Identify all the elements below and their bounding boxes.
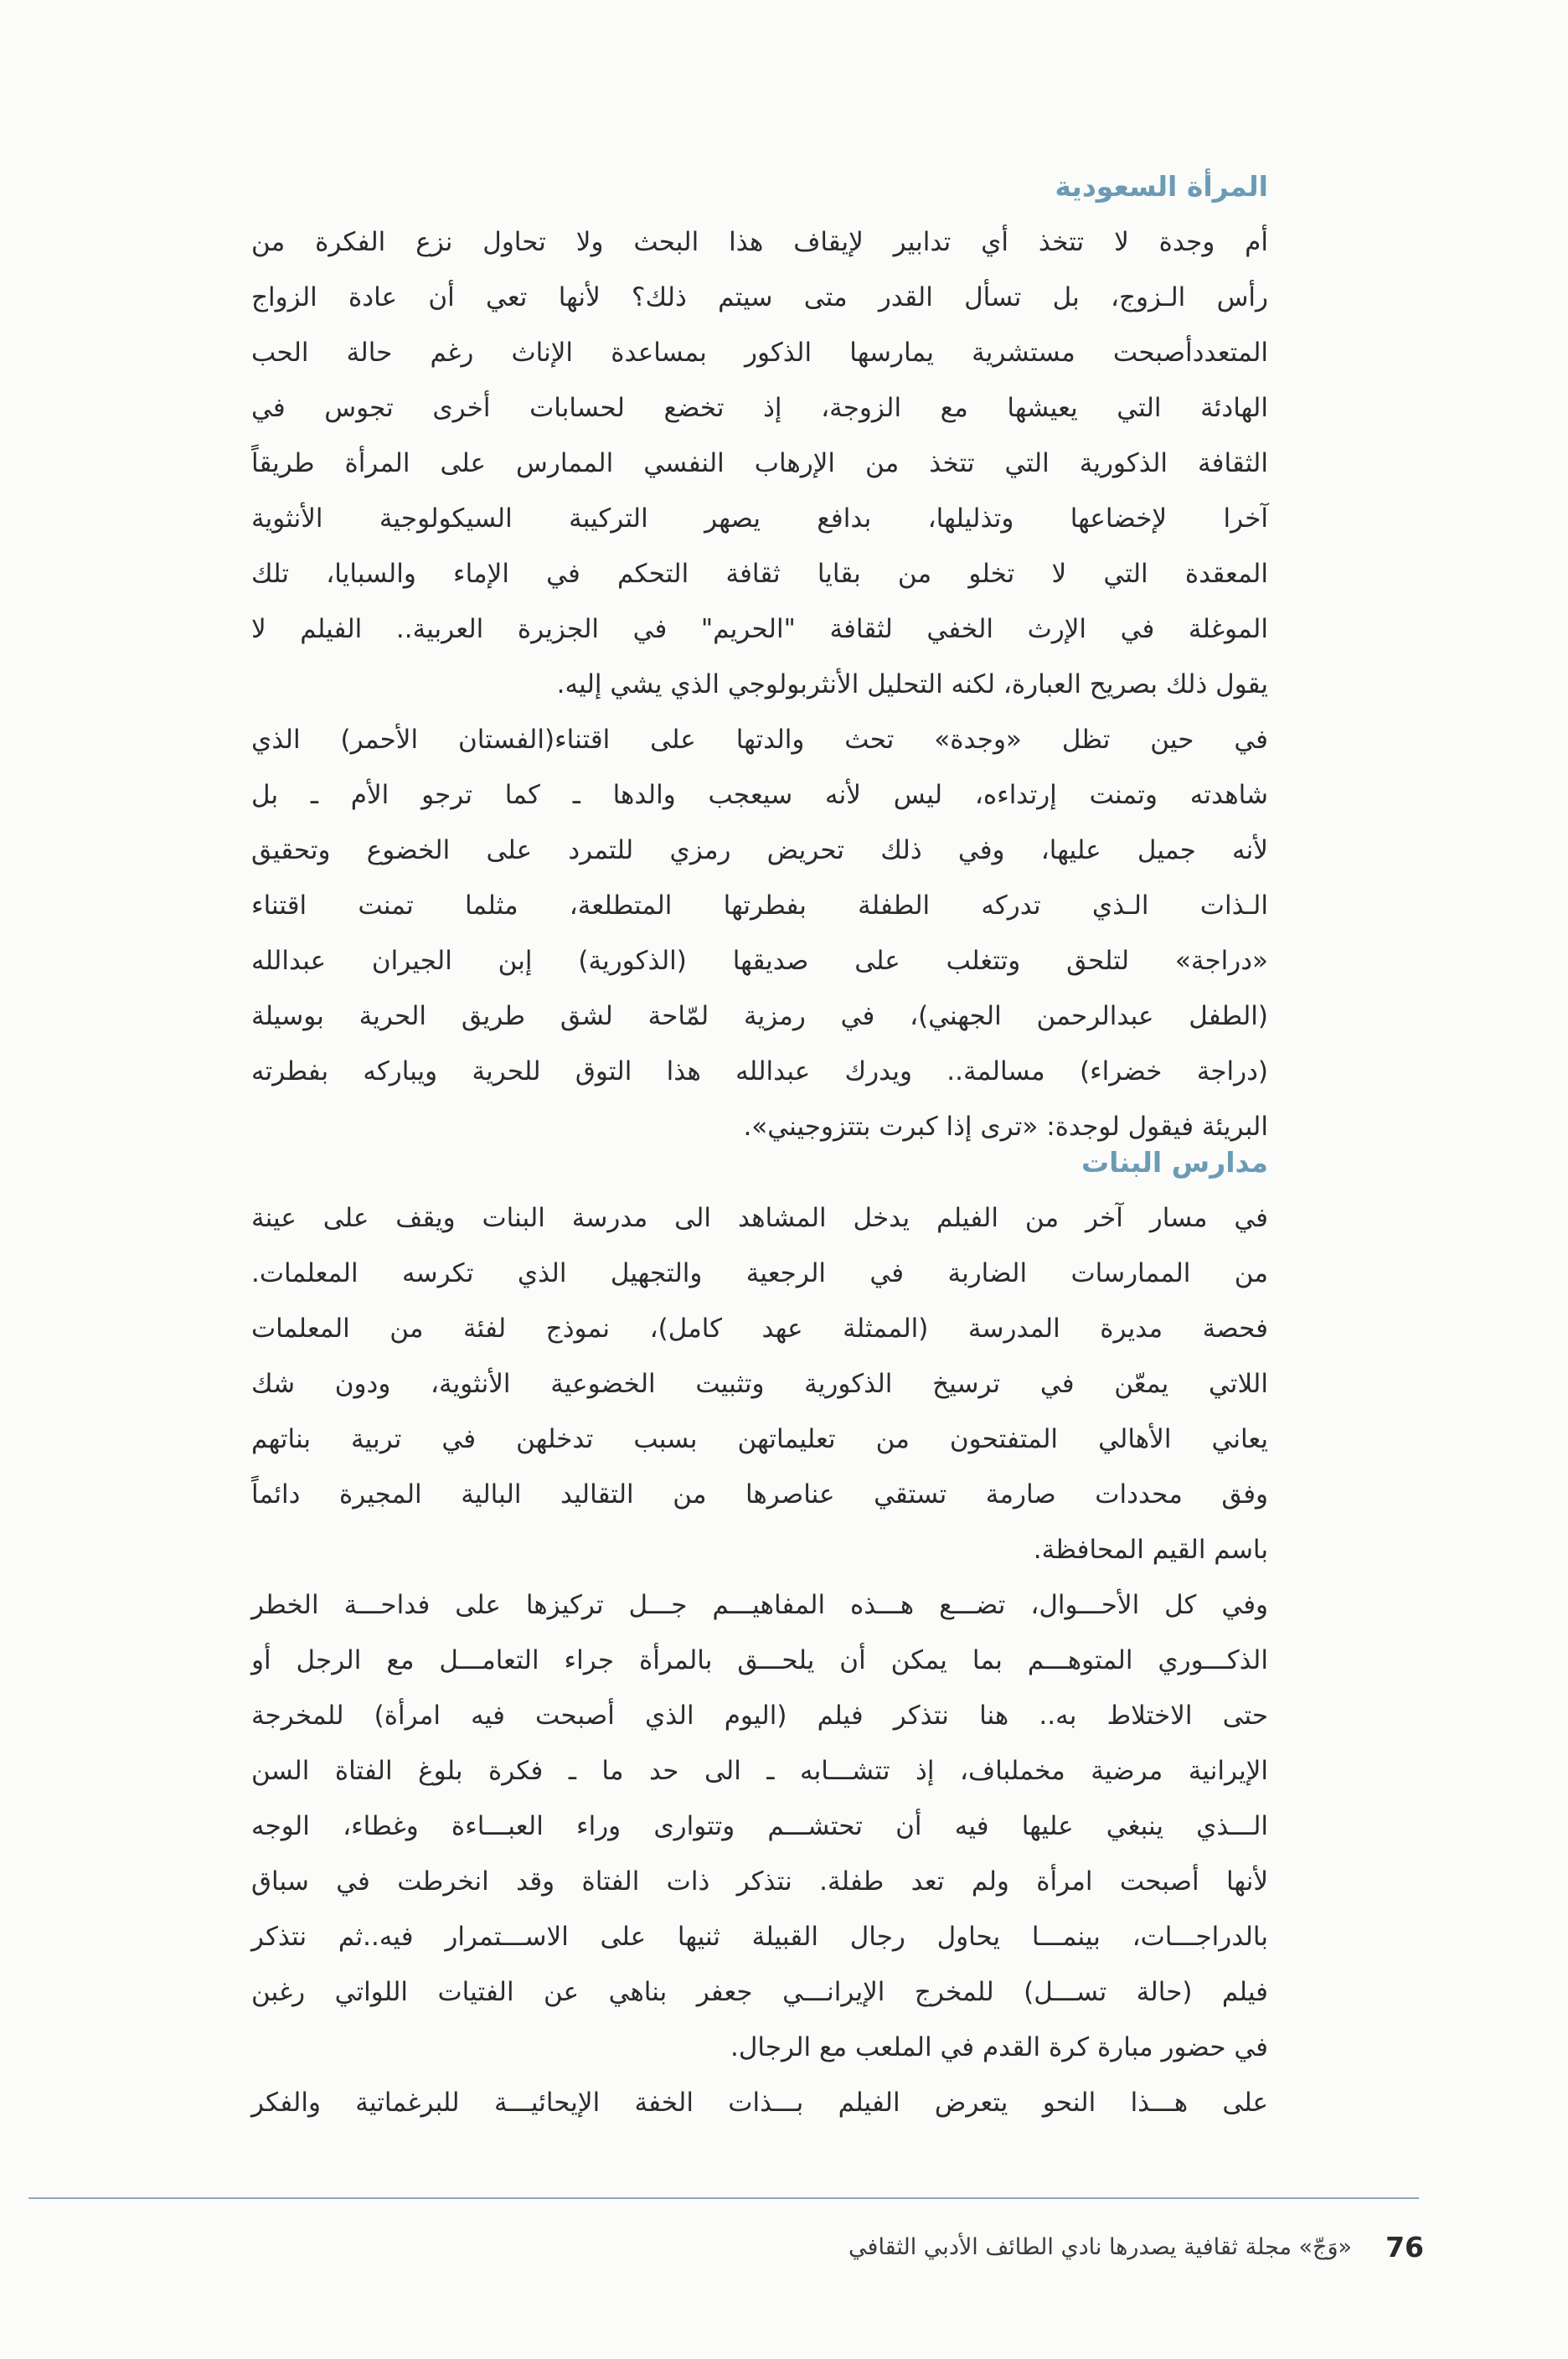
paragraph-line: الـذات الـذي تدركه الطفلة بفطرتها المتطلعة، مثلما تمنت اقتناء xyxy=(251,890,1268,921)
paragraph-line: يقول ذلك بصريح العبارة، لكنه التحليل الأنثربولوجي الذي يشي إليه. xyxy=(556,669,1268,699)
paragraph-line: باسم القيم المحافظة. xyxy=(1033,1535,1268,1565)
paragraph-line: البريئة فيقول لوجدة: «ترى إذا كبرت بتتزوجيني». xyxy=(743,1112,1268,1142)
section-saudi-woman xyxy=(251,159,1268,1154)
paragraph-line: الذكـــوري المتوهـــم بما يمكن أن يلحـــق بالمرأة جراء التعامـــل مع الرجل أو xyxy=(251,1645,1268,1675)
paragraph-line: أم وجدة لا تتخذ أي تدابير لإيقاف هذا البحث ولا تحاول نزع الفكرة من xyxy=(251,227,1268,257)
paragraph-line: وفي كل الأحـــوال، تضـــع هـــذه المفاهيـــم جـــل تركيزها على فداحـــة الخطر xyxy=(251,1590,1268,1620)
paragraph-line: بالدراجـــات، بينمـــا يحاول رجال القبيلة ثنيها على الاســـتمرار فيه..ثم نتذكر xyxy=(251,1922,1268,1952)
paragraph-line: حتى الاختلاط به.. هنا نتذكر فيلم (اليوم الذي أصبحت فيه امرأة) للمخرجة xyxy=(251,1701,1268,1731)
paragraph-line: في مسار آخر من الفيلم يدخل المشاهد الى مدرسة البنات ويقف على عينة xyxy=(251,1203,1268,1233)
paragraph-line: في حضور مبارة كرة القدم في الملعب مع الرجال. xyxy=(730,2032,1268,2062)
section-girls-schools xyxy=(251,1135,1268,2130)
footer-divider xyxy=(28,2197,1419,2199)
paragraph-line: لأنه جميل عليها، وفي ذلك تحريض رمزي للتمرد على الخضوع وتحقيق xyxy=(251,835,1268,865)
paragraph-line: الهادئة التي يعيشها مع الزوجة، إذ تخضع لحسابات أخرى تجوس في xyxy=(251,393,1268,423)
paragraph-line: فيلم (حالة تســـل) للمخرج الإيرانـــي جعفر بناهي عن الفتيات اللواتي رغبن xyxy=(251,1977,1268,2007)
paragraph-line: (دراجة خضراء) مسالمة.. ويدرك عبدالله هذا التوق للحرية ويباركه بفطرته xyxy=(251,1056,1268,1087)
paragraph-line: من الممارسات الضاربة في الرجعية والتجهيل الذي تكرسه المعلمات. xyxy=(251,1258,1268,1288)
paragraph-line: الموغلة في الإرث الخفي لثقافة "الحريم" في الجزيرة العربية.. الفيلم لا xyxy=(251,614,1268,644)
paragraph-line: المعقدة التي لا تخلو من بقايا ثقافة التحكم في الإماء والسبايا، تلك xyxy=(251,559,1268,589)
paragraph-line: (الطفل عبدالرحمن الجهني)، في رمزية لمّاحة لشق طريق الحرية بوسيلة xyxy=(251,1001,1268,1031)
magazine-credit: «وَجّ» مجلة ثقافية يصدرها نادي الطائف الأدبي الثقافي xyxy=(848,2233,1353,2260)
paragraph-line: آخرا لإخضاعها وتذليلها، بدافع يصهر التركيبة السيكولوجية الأنثوية xyxy=(251,503,1268,534)
paragraph-line: يعاني الأهالي المتفتحون من تعليماتهن بسبب تدخلهن في تربية بناتهم xyxy=(251,1424,1268,1454)
paragraph-line: الـــذي ينبغي عليها فيه أن تحتشـــم وتتوارى وراء العبـــاءة وغطاء، الوجه xyxy=(251,1811,1268,1841)
paragraph-line: لأنها أصبحت امرأة ولم تعد طفلة. نتذكر ذات الفتاة وقد انخرطت في سباق xyxy=(251,1866,1268,1897)
paragraph-line: فحصة مديرة المدرسة (الممثلة عهد كامل)، نموذج لفئة من المعلمات xyxy=(251,1314,1268,1344)
paragraph-line: «دراجة» لتلحق وتتغلب على صديقها (الذكورية) إبن الجيران عبدالله xyxy=(251,946,1268,976)
paragraph-line: في حين تظل «وجدة» تحث والدتها على اقتناء(الفستان الأحمر) الذي xyxy=(251,725,1268,755)
paragraph-line: المتعددأصبحت مستشرية يمارسها الذكور بمساعدة الإناث رغم حالة الحب xyxy=(251,338,1268,368)
paragraph-line: شاهدته وتمنت إرتداءه، ليس لأنه سيعجب والدها ـ كما ترجو الأم ـ بل xyxy=(251,780,1268,810)
paragraph-line: رأس الـزوج، بل تسأل القدر متى سيتم ذلك؟ لأنها تعي أن عادة الزواج xyxy=(251,282,1268,312)
paragraph-line: اللاتي يمعّن في ترسيخ الذكورية وتثبيت الخضوعية الأنثوية، ودون شك xyxy=(251,1369,1268,1399)
section-heading: المرأة السعودية xyxy=(1055,170,1268,203)
page-footer xyxy=(737,2228,1424,2265)
page-number: 76 xyxy=(1385,2230,1424,2264)
section-heading: مدارس البنات xyxy=(1081,1146,1268,1179)
paragraph-line: الثقافة الذكورية التي تتخذ من الإرهاب النفسي الممارس على المرأة طريقاً xyxy=(251,448,1268,478)
paragraph-line: على هـــذا النحو يتعرض الفيلم بـــذات الخفة الإيحائيـــة للبرغماتية والفكر xyxy=(251,2088,1268,2118)
paragraph-line: الإيرانية مرضية مخملباف، إذ تتشـــابه ـ الى حد ما ـ فكرة بلوغ الفتاة السن xyxy=(251,1756,1268,1786)
paragraph-line: وفق محددات صارمة تستقي عناصرها من التقاليد البالية المجيرة دائماً xyxy=(251,1479,1268,1510)
